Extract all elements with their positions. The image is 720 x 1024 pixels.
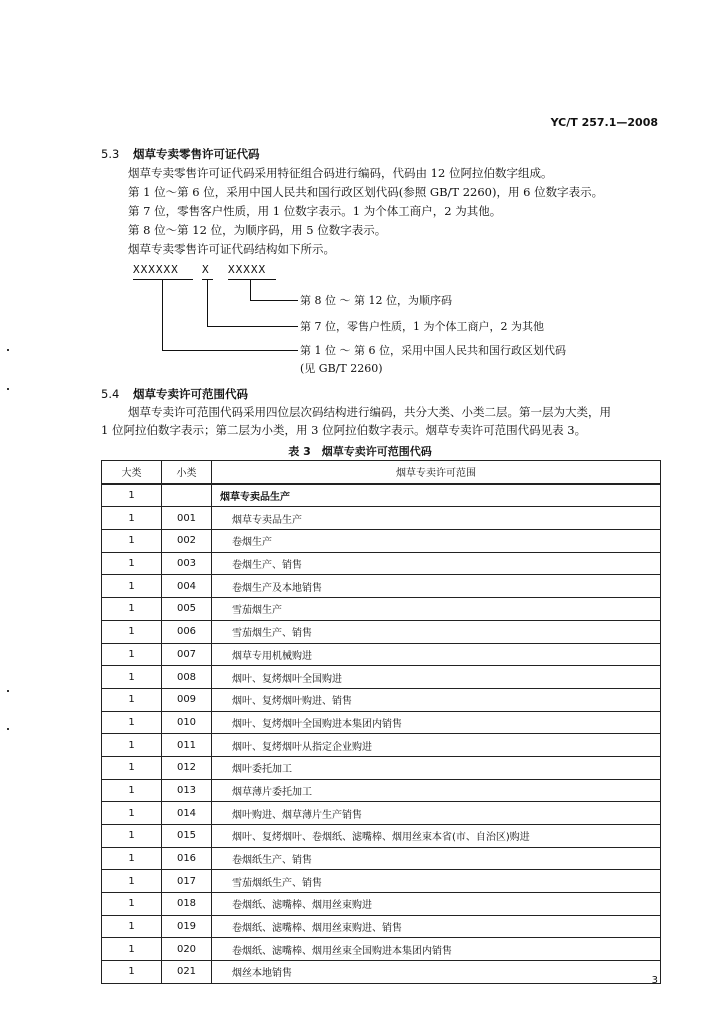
code-group-nature: X <box>202 263 210 276</box>
table-row <box>102 802 661 825</box>
cell-license-scope: 烟叶、复烤烟叶全国购进本集团内销售 <box>212 711 661 734</box>
table-body <box>102 484 661 984</box>
cell-minor-category: 020 <box>162 938 212 961</box>
cell-major-category: 1 <box>102 711 162 734</box>
table-row <box>102 530 661 553</box>
cell-license-scope: 烟叶购进、烟草薄片生产销售 <box>212 802 661 825</box>
cell-minor-category: 004 <box>162 575 212 598</box>
cell-minor-category: 009 <box>162 688 212 711</box>
table-row <box>102 643 661 666</box>
underline-region <box>133 279 193 280</box>
cell-major-category: 1 <box>102 756 162 779</box>
scan-mark <box>7 690 9 692</box>
connector-region-horizontal <box>162 350 298 351</box>
connector-sequence-horizontal <box>250 300 298 301</box>
cell-major-category: 1 <box>102 666 162 689</box>
section-5-3-paragraph-1: 烟草专卖零售许可证代码采用特征组合码进行编码，代码由 12 位阿拉伯数字组成。 <box>128 166 553 180</box>
cell-license-scope: 卷烟纸、滤嘴棒、烟用丝束购进、销售 <box>212 915 661 938</box>
cell-major-category: 1 <box>102 643 162 666</box>
scan-mark <box>7 349 9 351</box>
table-row <box>102 938 661 961</box>
cell-license-scope: 雪茄烟纸生产、销售 <box>212 870 661 893</box>
connector-region-vertical <box>162 280 163 350</box>
cell-minor-category: 003 <box>162 552 212 575</box>
section-5-4-paragraph-line-1: 烟草专卖许可范围代码采用四位层次码结构进行编码，共分大类、小类二层。第一层为大类，用 <box>128 405 611 419</box>
cell-minor-category <box>162 484 212 507</box>
cell-license-scope: 烟丝本地销售 <box>212 961 661 984</box>
cell-license-scope: 卷烟生产 <box>212 530 661 553</box>
label-sequence-digits: 第 8 位 ～ 第 12 位，为顺序码 <box>300 294 452 307</box>
header-minor-category: 小类 <box>162 461 212 484</box>
section-5-3-paragraph-5: 烟草专卖零售许可证代码结构如下所示。 <box>128 242 335 256</box>
cell-major-category: 1 <box>102 870 162 893</box>
cell-minor-category: 015 <box>162 825 212 848</box>
cell-major-category: 1 <box>102 598 162 621</box>
connector-nature-horizontal <box>207 326 298 327</box>
cell-minor-category: 014 <box>162 802 212 825</box>
cell-license-scope: 烟草专卖品生产 <box>212 507 661 530</box>
table-row <box>102 779 661 802</box>
table-row <box>102 507 661 530</box>
cell-license-scope: 卷烟纸、滤嘴棒、烟用丝束购进 <box>212 893 661 916</box>
cell-minor-category: 002 <box>162 530 212 553</box>
cell-license-scope: 烟叶、复烤烟叶购进、销售 <box>212 688 661 711</box>
cell-minor-category: 016 <box>162 847 212 870</box>
cell-license-scope: 卷烟生产、销售 <box>212 552 661 575</box>
cell-major-category: 1 <box>102 620 162 643</box>
cell-license-scope: 卷烟生产及本地销售 <box>212 575 661 598</box>
cell-license-scope: 烟草专卖品生产 <box>212 484 661 507</box>
table-row <box>102 915 661 938</box>
table-header-row <box>102 461 661 484</box>
cell-minor-category: 019 <box>162 915 212 938</box>
cell-minor-category: 021 <box>162 961 212 984</box>
table-row <box>102 825 661 848</box>
cell-minor-category: 017 <box>162 870 212 893</box>
section-5-3-heading <box>101 146 260 162</box>
cell-minor-category: 013 <box>162 779 212 802</box>
cell-major-category: 1 <box>102 484 162 507</box>
label-customer-nature: 第 7 位，零售户性质，1 为个体工商户，2 为其他 <box>300 320 544 333</box>
cell-license-scope: 烟叶、复烤烟叶从指定企业购进 <box>212 734 661 757</box>
cell-major-category: 1 <box>102 688 162 711</box>
table-row <box>102 598 661 621</box>
table-row <box>102 893 661 916</box>
code-group-sequence: XXXXX <box>228 263 267 276</box>
page-number: 3 <box>651 975 658 986</box>
table-row <box>102 734 661 757</box>
section-number: 5.3 <box>101 147 120 161</box>
table-row <box>102 756 661 779</box>
cell-license-scope: 烟草薄片委托加工 <box>212 779 661 802</box>
section-5-3-paragraph-2: 第 1 位～第 6 位，采用中国人民共和国行政区划代码(参照 GB/T 2260)，用 6 位数字表示。 <box>128 185 604 199</box>
section-title: 烟草专卖许可范围代码 <box>133 387 248 401</box>
cell-license-scope: 卷烟纸、滤嘴棒、烟用丝束全国购进本集团内销售 <box>212 938 661 961</box>
table-row <box>102 688 661 711</box>
connector-nature-vertical <box>207 280 208 326</box>
section-number: 5.4 <box>101 387 120 401</box>
header-license-scope: 烟草专卖许可范围 <box>212 461 661 484</box>
cell-minor-category: 005 <box>162 598 212 621</box>
standard-number: YC/T 257.1—2008 <box>550 116 658 129</box>
cell-major-category: 1 <box>102 847 162 870</box>
table-row <box>102 484 661 507</box>
table-row <box>102 711 661 734</box>
label-region-code: 第 1 位 ～ 第 6 位，采用中国人民共和国行政区划代码 <box>300 344 566 357</box>
table-row <box>102 666 661 689</box>
cell-license-scope: 烟草专用机械购进 <box>212 643 661 666</box>
table-row <box>102 620 661 643</box>
cell-major-category: 1 <box>102 938 162 961</box>
cell-minor-category: 001 <box>162 507 212 530</box>
cell-major-category: 1 <box>102 530 162 553</box>
header-major-category: 大类 <box>102 461 162 484</box>
cell-major-category: 1 <box>102 779 162 802</box>
cell-major-category: 1 <box>102 961 162 984</box>
cell-minor-category: 007 <box>162 643 212 666</box>
cell-minor-category: 012 <box>162 756 212 779</box>
cell-major-category: 1 <box>102 507 162 530</box>
table-row <box>102 552 661 575</box>
cell-major-category: 1 <box>102 893 162 916</box>
license-scope-table <box>101 460 661 984</box>
table-row <box>102 961 661 984</box>
section-title: 烟草专卖零售许可证代码 <box>133 147 260 161</box>
cell-minor-category: 011 <box>162 734 212 757</box>
section-5-3-paragraph-4: 第 8 位～第 12 位，为顺序码，用 5 位数字表示。 <box>128 223 387 237</box>
cell-license-scope: 烟叶、复烤烟叶、卷烟纸、滤嘴棒、烟用丝束本省(市、自治区)购进 <box>212 825 661 848</box>
cell-major-category: 1 <box>102 915 162 938</box>
connector-sequence-vertical <box>250 280 251 300</box>
label-region-reference: (见 GB/T 2260) <box>300 362 383 375</box>
cell-license-scope: 卷烟纸生产、销售 <box>212 847 661 870</box>
table-row <box>102 847 661 870</box>
cell-minor-category: 006 <box>162 620 212 643</box>
table-row <box>102 575 661 598</box>
underline-sequence <box>228 279 276 280</box>
cell-license-scope: 烟叶、复烤烟叶全国购进 <box>212 666 661 689</box>
cell-license-scope: 雪茄烟生产 <box>212 598 661 621</box>
table-caption: 表 3 烟草专卖许可范围代码 <box>288 445 432 458</box>
section-5-4-paragraph-line-2: 1 位阿拉伯数字表示；第二层为小类，用 3 位阿拉伯数字表示。烟草专卖许可范围代码见表 3。 <box>101 423 587 437</box>
section-5-4-heading <box>101 386 248 402</box>
cell-minor-category: 010 <box>162 711 212 734</box>
cell-minor-category: 008 <box>162 666 212 689</box>
cell-major-category: 1 <box>102 552 162 575</box>
cell-license-scope: 烟叶委托加工 <box>212 756 661 779</box>
cell-license-scope: 雪茄烟生产、销售 <box>212 620 661 643</box>
cell-major-category: 1 <box>102 734 162 757</box>
section-5-3-paragraph-3: 第 7 位，零售客户性质，用 1 位数字表示。1 为个体工商户，2 为其他。 <box>128 204 502 218</box>
cell-major-category: 1 <box>102 825 162 848</box>
scan-mark <box>7 388 9 390</box>
cell-major-category: 1 <box>102 802 162 825</box>
code-group-region: XXXXXX <box>133 263 179 276</box>
cell-minor-category: 018 <box>162 893 212 916</box>
cell-major-category: 1 <box>102 575 162 598</box>
scan-mark <box>7 728 9 730</box>
table-row <box>102 870 661 893</box>
